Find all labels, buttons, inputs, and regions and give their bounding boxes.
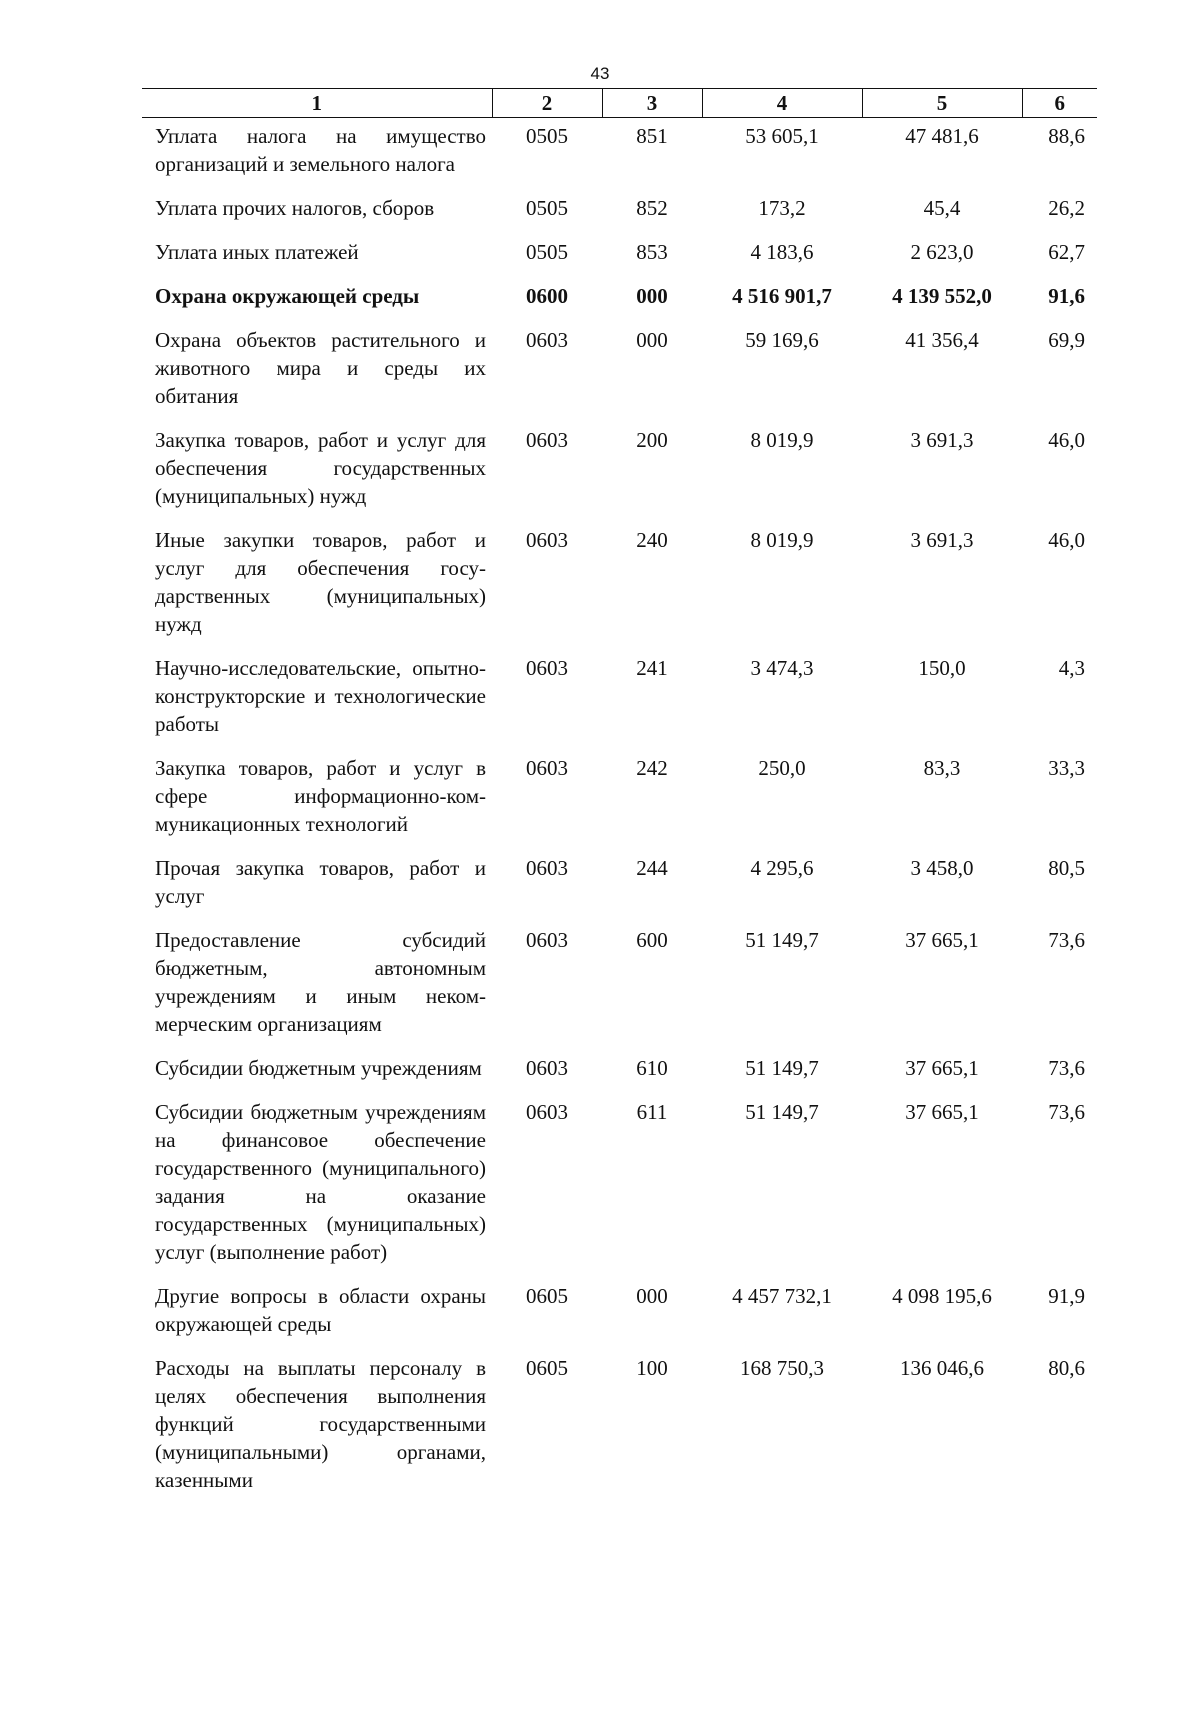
row-expense-type: 100 [636, 1356, 668, 1380]
row-expense-type: 852 [636, 196, 668, 220]
table-row [142, 750, 1097, 850]
table-row [142, 922, 1097, 1050]
row-actual-amount: 41 356,4 [905, 328, 979, 352]
row-actual-amount: 45,4 [923, 196, 961, 220]
table-row [142, 1278, 1097, 1350]
row-execution-percent: 91,6 [1048, 284, 1085, 308]
row-planned-amount: 51 149,7 [745, 1056, 819, 1080]
row-name: Уплата прочих налогов, сборов [155, 196, 435, 220]
row-expense-type: 853 [636, 240, 668, 264]
table-row [142, 190, 1097, 234]
row-section-code: 0605 [526, 1356, 568, 1380]
row-actual-amount: 37 665,1 [905, 1100, 979, 1124]
row-section-code: 0600 [526, 284, 568, 308]
row-planned-amount: 53 605,1 [745, 124, 819, 148]
row-name: Уплата иных платежей [155, 240, 359, 264]
row-expense-type: 240 [636, 528, 668, 552]
header-col-6: 6 [1022, 89, 1097, 118]
table-row [142, 278, 1097, 322]
table-row [142, 1094, 1097, 1278]
row-section-code: 0603 [526, 1100, 568, 1124]
row-section-code: 0603 [526, 756, 568, 780]
row-section-code: 0605 [526, 1284, 568, 1308]
row-planned-amount: 168 750,3 [740, 1356, 824, 1380]
row-section-code: 0603 [526, 656, 568, 680]
row-section-code: 0505 [526, 124, 568, 148]
header-col-1: 1 [142, 89, 492, 118]
row-expense-type: 851 [636, 124, 668, 148]
row-planned-amount: 250,0 [758, 756, 806, 780]
row-name: Научно-исследовательские, опытно-конструкторские и технологические работы [155, 656, 486, 736]
row-name: Закупка товаров, работ и услуг в сфере информационно-коммуникационных технологий [155, 756, 486, 836]
row-planned-amount: 4 457 732,1 [732, 1284, 832, 1308]
row-execution-percent: 80,6 [1048, 1356, 1085, 1380]
row-actual-amount: 37 665,1 [905, 1056, 979, 1080]
row-planned-amount: 8 019,9 [750, 428, 814, 452]
row-section-code: 0603 [526, 328, 568, 352]
row-planned-amount: 51 149,7 [745, 1100, 819, 1124]
row-execution-percent: 26,2 [1048, 196, 1085, 220]
row-planned-amount: 4 183,6 [750, 240, 814, 264]
row-planned-amount: 8 019,9 [750, 528, 814, 552]
row-actual-amount: 4 098 195,6 [892, 1284, 992, 1308]
row-name: Уплата налога на имущество организаций и земельного налога [155, 124, 486, 176]
page-number: 43 [590, 64, 610, 83]
row-actual-amount: 3 458,0 [910, 856, 974, 880]
row-planned-amount: 4 295,6 [750, 856, 814, 880]
row-execution-percent: 73,6 [1048, 928, 1085, 952]
row-actual-amount: 3 691,3 [910, 428, 974, 452]
row-planned-amount: 4 516 901,7 [732, 284, 832, 308]
row-expense-type: 610 [636, 1056, 668, 1080]
row-actual-amount: 136 046,6 [900, 1356, 984, 1380]
header-col-4: 4 [702, 89, 862, 118]
row-execution-percent: 62,7 [1048, 240, 1085, 264]
row-execution-percent: 73,6 [1048, 1056, 1085, 1080]
row-actual-amount: 4 139 552,0 [892, 284, 992, 308]
header-row [142, 89, 1097, 118]
row-section-code: 0603 [526, 428, 568, 452]
row-expense-type: 600 [636, 928, 668, 952]
row-planned-amount: 59 169,6 [745, 328, 819, 352]
table-row [142, 650, 1097, 750]
row-execution-percent: 80,5 [1048, 856, 1085, 880]
row-execution-percent: 33,3 [1048, 756, 1085, 780]
table-row [142, 422, 1097, 522]
table-row [142, 850, 1097, 922]
row-section-code: 0603 [526, 856, 568, 880]
budget-table [142, 88, 1097, 1506]
table-row [142, 234, 1097, 278]
row-name: Прочая закупка товаров, работ и услуг [155, 856, 486, 908]
header-col-2: 2 [492, 89, 602, 118]
table-row [142, 322, 1097, 422]
table-row [142, 1050, 1097, 1094]
row-planned-amount: 3 474,3 [750, 656, 814, 680]
row-expense-type: 000 [636, 328, 668, 352]
table-row [142, 1350, 1097, 1506]
table-row [142, 522, 1097, 650]
row-name: Расходы на выплаты персоналу в целях обеспечения выполнения функций государственными (муниципальными) органами, казенными [155, 1356, 486, 1492]
row-actual-amount: 37 665,1 [905, 928, 979, 952]
row-expense-type: 200 [636, 428, 668, 452]
row-name: Другие вопросы в области охраны окружающей среды [155, 1284, 486, 1336]
row-expense-type: 000 [636, 284, 668, 308]
row-execution-percent: 4,3 [1058, 656, 1085, 680]
row-name: Охрана объектов растительного и животного мира и среды их обитания [155, 328, 486, 408]
row-actual-amount: 2 623,0 [910, 240, 974, 264]
row-actual-amount: 3 691,3 [910, 528, 974, 552]
row-execution-percent: 91,9 [1048, 1284, 1085, 1308]
row-section-code: 0505 [526, 240, 568, 264]
table-header [142, 89, 1097, 118]
row-name: Закупка товаров, работ и услуг для обеспечения государственных (муниципальных) нужд [155, 428, 486, 508]
row-name: Субсидии бюджетным учреждениям [155, 1056, 482, 1080]
row-expense-type: 241 [636, 656, 668, 680]
row-actual-amount: 83,3 [923, 756, 961, 780]
header-col-3: 3 [602, 89, 702, 118]
row-section-code: 0603 [526, 528, 568, 552]
row-name: Иные закупки товаров, работ и услуг для обеспечения государственных (муниципальных) нужд [155, 528, 486, 636]
table-row [142, 118, 1097, 191]
row-section-code: 0505 [526, 196, 568, 220]
row-planned-amount: 173,2 [758, 196, 806, 220]
row-execution-percent: 69,9 [1048, 328, 1085, 352]
row-actual-amount: 150,0 [918, 656, 966, 680]
row-planned-amount: 51 149,7 [745, 928, 819, 952]
row-execution-percent: 88,6 [1048, 124, 1085, 148]
row-execution-percent: 46,0 [1048, 428, 1085, 452]
row-name: Субсидии бюджетным учреждениям на финансовое обеспечение государственного (муниципального) задания на оказание государственных (муниципальных) услуг (выполнение работ) [155, 1100, 486, 1264]
row-name: Предоставление субсидий бюджетным, автономным учреждениям и иным некоммерческим организациям [155, 928, 486, 1036]
row-section-code: 0603 [526, 1056, 568, 1080]
row-actual-amount: 47 481,6 [905, 124, 979, 148]
row-expense-type: 242 [636, 756, 668, 780]
row-execution-percent: 73,6 [1048, 1100, 1085, 1124]
row-expense-type: 244 [636, 856, 668, 880]
table-body [142, 118, 1097, 1507]
row-expense-type: 000 [636, 1284, 668, 1308]
row-execution-percent: 46,0 [1048, 528, 1085, 552]
header-col-5: 5 [862, 89, 1022, 118]
row-name: Охрана окружающей среды [155, 284, 420, 308]
row-expense-type: 611 [636, 1100, 668, 1124]
row-section-code: 0603 [526, 928, 568, 952]
